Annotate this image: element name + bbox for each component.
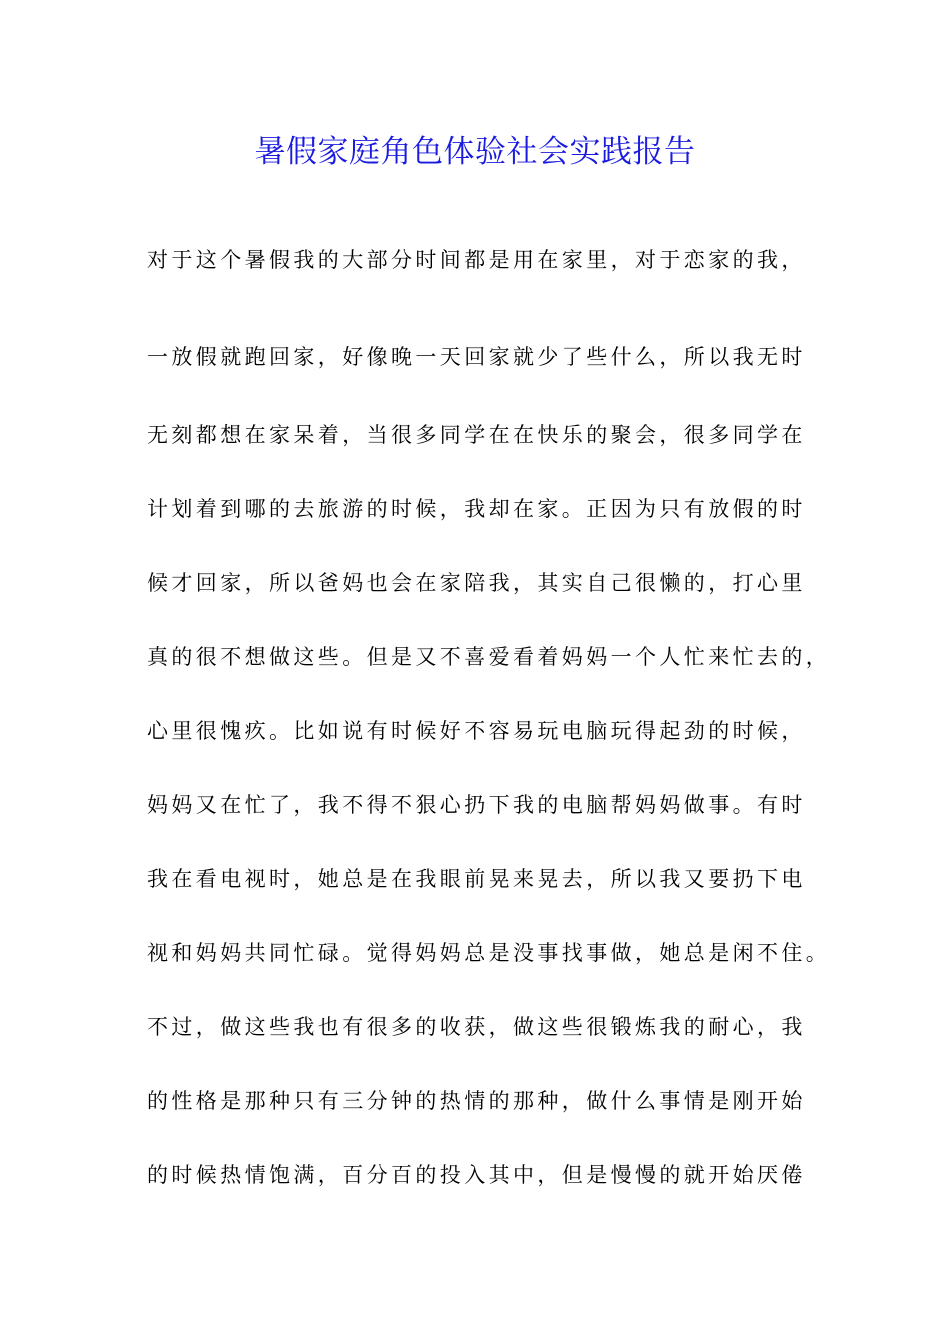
- paragraph-line: 真的很不想做这些。但是又不喜爱看着妈妈一个人忙来忙去的，: [147, 645, 831, 669]
- paragraph-line: 对于这个暑假我的大部分时间都是用在家里，对于恋家的我，: [147, 248, 806, 272]
- paragraph-line: 的时候热情饱满，百分百的投入其中，但是慢慢的就开始厌倦: [147, 1163, 806, 1187]
- paragraph-line: 心里很愧疚。比如说有时候好不容易玩电脑玩得起劲的时候，: [147, 719, 806, 743]
- paragraph-line: 计划着到哪的去旅游的时候，我却在家。正因为只有放假的时: [147, 497, 806, 521]
- paragraph-line: 妈妈又在忙了，我不得不狠心扔下我的电脑帮妈妈做事。有时: [147, 793, 806, 817]
- paragraph-line: 视和妈妈共同忙碌。觉得妈妈总是没事找事做，她总是闲不住。: [147, 941, 831, 965]
- paragraph-line: 我在看电视时，她总是在我眼前晃来晃去，所以我又要扔下电: [147, 867, 806, 891]
- paragraph-line: 不过，做这些我也有很多的收获，做这些很锻炼我的耐心，我: [147, 1015, 806, 1039]
- paragraph-line: 无刻都想在家呆着，当很多同学在在快乐的聚会，很多同学在: [147, 423, 806, 447]
- paragraph-line: 一放假就跑回家，好像晚一天回家就少了些什么，所以我无时: [147, 345, 806, 369]
- paragraph-line: 候才回家，所以爸妈也会在家陪我，其实自己很懒的，打心里: [147, 571, 806, 595]
- document-title: 暑假家庭角色体验社会实践报告: [254, 134, 696, 170]
- paragraph-line: 的性格是那种只有三分钟的热情的那种，做什么事情是刚开始: [147, 1089, 806, 1113]
